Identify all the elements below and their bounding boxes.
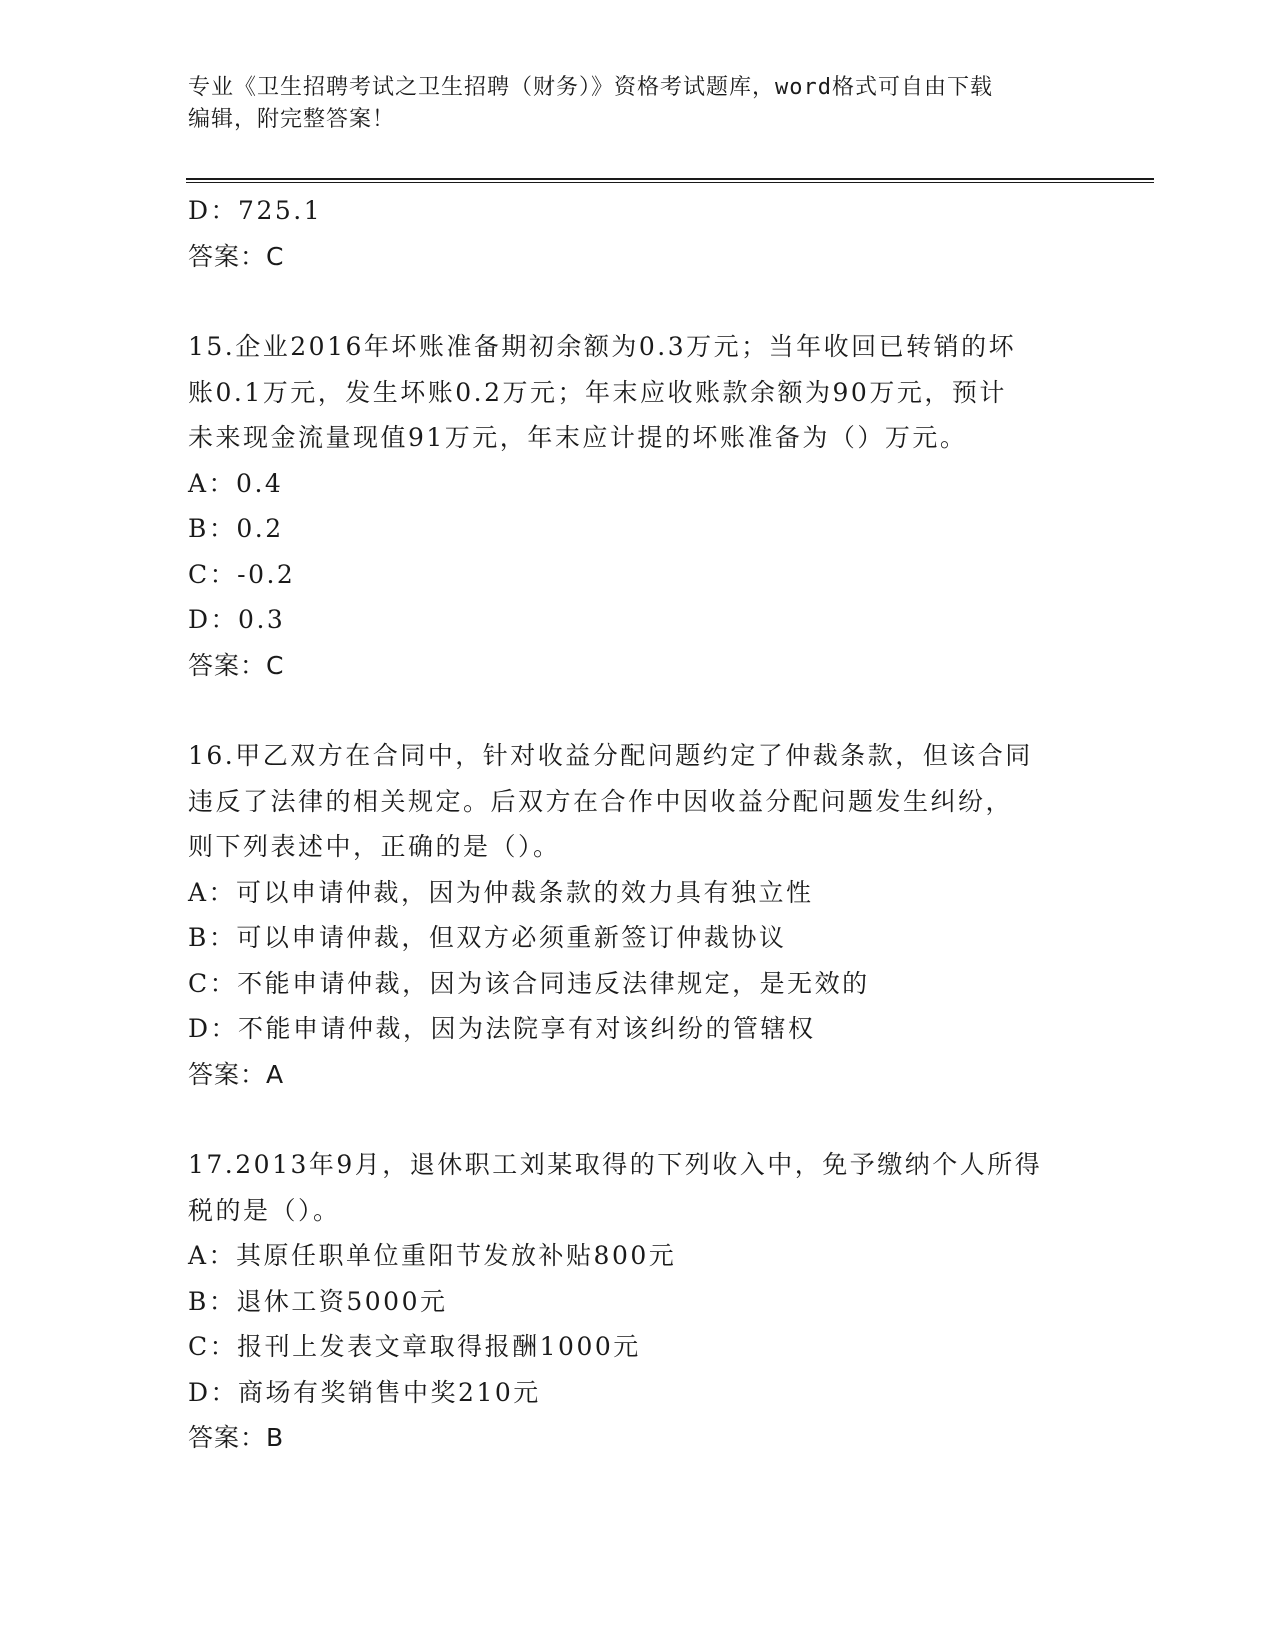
option-a: A：其原任职单位重阳节发放补贴800元 <box>188 1241 677 1270</box>
option-d: D：不能申请仲裁，因为法院享有对该纠纷的管辖权 <box>188 1014 816 1043</box>
answer: 答案：A <box>188 1059 285 1089</box>
question-text-line: 17.2013年9月，退休职工刘某取得的下列收入中，免予缴纳个人所得 <box>188 1150 1043 1179</box>
question-text-line: 则下列表述中，正确的是（）。 <box>188 832 561 861</box>
option-d: D：725.1 <box>188 196 323 225</box>
header-line-2: 编辑，附完整答案！ <box>188 107 396 132</box>
question-16 <box>188 733 1088 1097</box>
option-d: D：商场有奖销售中奖210元 <box>188 1377 541 1407</box>
question-text-line: 15.企业2016年坏账准备期初余额为0.3万元；当年收回已转销的坏 <box>188 332 1017 361</box>
option-d: D：0.3 <box>188 605 286 634</box>
question-text-line: 税的是（）。 <box>188 1195 341 1225</box>
question-17 <box>188 1142 1088 1461</box>
header-line-1: 专业《卫生招聘考试之卫生招聘（财务）》资格考试题库，word格式可自由下载 <box>188 75 993 100</box>
question-text-line: 16.甲乙双方在合同中，针对收益分配问题约定了仲裁条款，但该合同 <box>188 741 1033 770</box>
question-text-line: 账0.1万元，发生坏账0.2万元；年末应收账款余额为90万元，预计 <box>188 377 1007 407</box>
question-14-tail <box>188 188 1088 279</box>
option-c: C：-0.2 <box>188 559 296 589</box>
question-text-line: 未来现金流量现值91万元，年末应计提的坏账准备为（）万元。 <box>188 423 968 452</box>
option-b: B：可以申请仲裁，但双方必须重新签订仲裁协议 <box>188 923 787 952</box>
option-a: A：0.4 <box>188 468 284 498</box>
option-b: B：0.2 <box>188 514 284 543</box>
question-15 <box>188 324 1088 688</box>
question-list <box>188 188 1088 1461</box>
option-c: C：不能申请仲裁，因为该合同违反法律规定，是无效的 <box>188 968 870 998</box>
header-divider <box>186 178 1154 183</box>
answer: 答案：B <box>188 1423 285 1452</box>
answer: 答案：C <box>188 241 285 271</box>
question-text-line: 违反了法律的相关规定。后双方在合作中因收益分配问题发生纠纷， <box>188 786 1014 816</box>
option-a: A：可以申请仲裁，因为仲裁条款的效力具有独立性 <box>188 877 814 907</box>
option-b: B：退休工资5000元 <box>188 1286 448 1316</box>
answer: 答案：C <box>188 650 285 680</box>
option-c: C：报刊上发表文章取得报酬1000元 <box>188 1332 641 1361</box>
page-header <box>188 72 1088 136</box>
